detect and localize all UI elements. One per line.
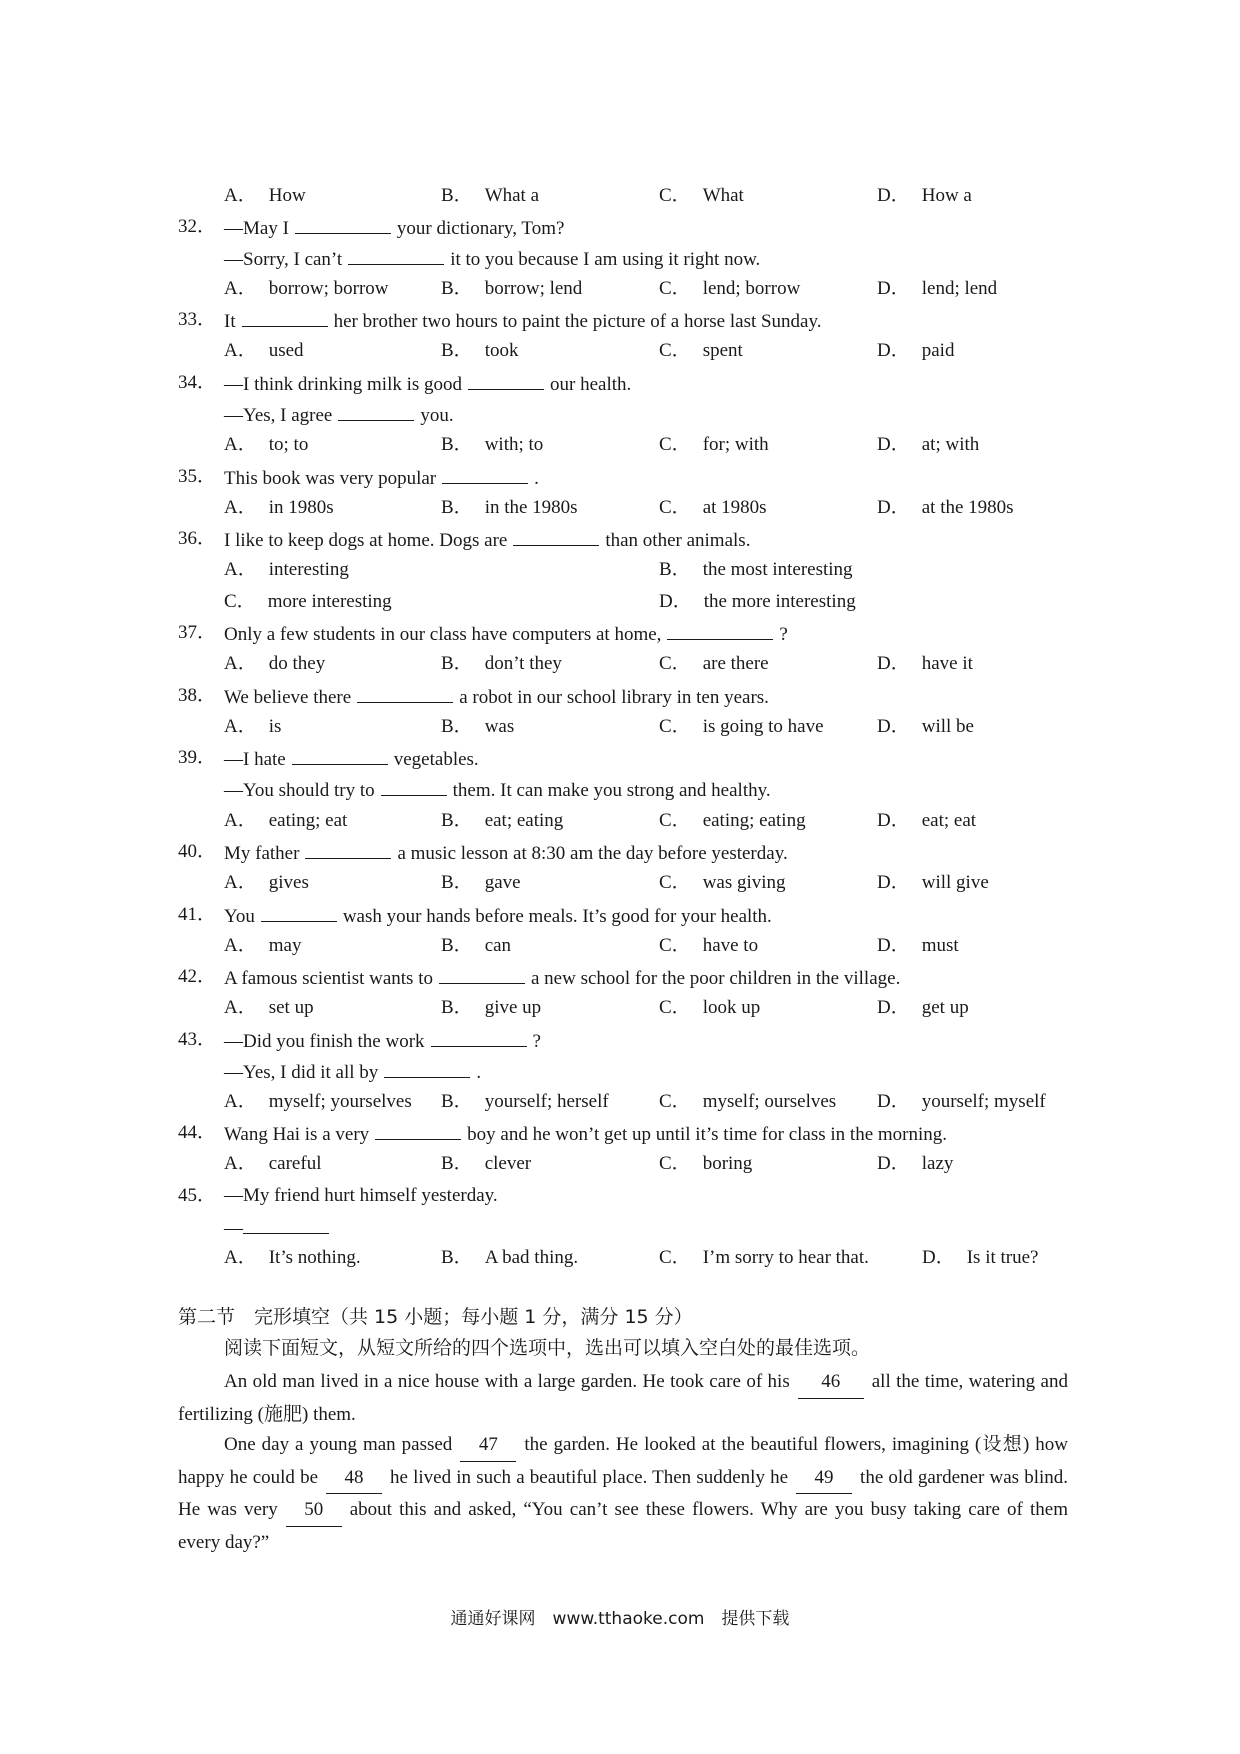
option-a: A． is	[224, 716, 282, 737]
question-text: My father a music lesson at 8:30 am the day before yesterday.	[224, 840, 788, 866]
option-b: B． don’t they	[441, 653, 562, 674]
question-text: Wang Hai is a very boy and he won’t get up until it’s time for class in the morning.	[224, 1121, 947, 1147]
question-number: 43．	[178, 1029, 217, 1050]
question-number: 45．	[178, 1185, 217, 1206]
answer-blank	[242, 308, 328, 327]
answer-blank	[305, 840, 391, 859]
answer-blank	[338, 402, 414, 421]
option-b: B． can	[441, 935, 512, 956]
option-c: C． look up	[659, 997, 761, 1018]
option-c: C． at 1980s	[659, 497, 767, 518]
option-c: C． I’m sorry to hear that.	[659, 1247, 869, 1268]
option-a: A． careful	[224, 1153, 322, 1174]
option-b: B． the most interesting	[659, 559, 853, 580]
question-text: —My friend hurt himself yesterday.	[224, 1185, 498, 1206]
option-b: B． borrow; lend	[441, 278, 583, 299]
question-text: —May I your dictionary, Tom?	[224, 215, 564, 241]
option-a: A． borrow; borrow	[224, 278, 389, 299]
passage-paragraph-1: An old man lived in a nice house with a large garden. He took care of his 46 all the time, watering and fertilizing (施肥) them.	[178, 1366, 1068, 1430]
question-text: This book was very popular .	[224, 465, 539, 491]
option-a: A． in 1980s	[224, 497, 334, 518]
section-instruction: 阅读下面短文，从短文所给的四个选项中，选出可以填入空白处的最佳选项。	[224, 1337, 871, 1359]
question-number: 38．	[178, 685, 217, 706]
option-b: B． gave	[441, 872, 521, 893]
question-number: 37．	[178, 622, 217, 643]
question-number: 36．	[178, 528, 217, 549]
option-b: B． A bad thing.	[441, 1247, 579, 1268]
question-number: 39．	[178, 747, 217, 768]
option-c: C． are there	[659, 653, 769, 674]
option-a: A． eating; eat	[224, 810, 348, 831]
question-text: —	[224, 1215, 335, 1241]
cloze-blank-47: 47	[460, 1429, 516, 1462]
option-a: A． do they	[224, 653, 326, 674]
option-a: A． set up	[224, 997, 314, 1018]
cloze-blank-46: 46	[798, 1366, 864, 1399]
question-text: —Sorry, I can’t it to you because I am using it right now.	[224, 246, 760, 272]
option-c: C． was giving	[659, 872, 786, 893]
answer-blank	[442, 465, 528, 484]
question-text: Only a few students in our class have computers at home, ?	[224, 621, 788, 647]
option-d: D． must	[877, 935, 959, 956]
answer-blank	[243, 1215, 329, 1234]
question-text: A famous scientist wants to a new school for the poor children in the village.	[224, 965, 900, 991]
answer-blank	[295, 215, 391, 234]
answer-blank	[439, 965, 525, 984]
question-text: —You should try to them. It can make you strong and healthy.	[224, 777, 771, 803]
cloze-blank-49: 49	[796, 1462, 852, 1495]
option-d: D． will give	[877, 872, 989, 893]
question-text: —Yes, I did it all by .	[224, 1059, 481, 1085]
option-d: D． paid	[877, 340, 955, 361]
question-text: You wash your hands before meals. It’s good for your health.	[224, 903, 772, 929]
option-b: B． with; to	[441, 434, 544, 455]
question-number: 41．	[178, 904, 217, 925]
question-text: —Yes, I agree you.	[224, 402, 454, 428]
option-d: D． get up	[877, 997, 969, 1018]
option-d: D． will be	[877, 716, 974, 737]
option-d: D． have it	[877, 653, 973, 674]
option-c: C． lend; borrow	[659, 278, 801, 299]
question-number: 32．	[178, 216, 217, 237]
option-a: A． may	[224, 935, 302, 956]
option-a: A． gives	[224, 872, 309, 893]
answer-blank	[292, 746, 388, 765]
question-text: I like to keep dogs at home. Dogs are than other animals.	[224, 527, 750, 553]
option-b: B． in the 1980s	[441, 497, 578, 518]
option-c: C． is going to have	[659, 716, 824, 737]
option-a: A． interesting	[224, 559, 349, 580]
prev-option-b: B． What a	[441, 185, 540, 206]
question-number: 42．	[178, 966, 217, 987]
answer-blank	[667, 621, 773, 640]
question-number: 34．	[178, 372, 217, 393]
option-d: D． lazy	[877, 1153, 954, 1174]
option-d: D． yourself; myself	[877, 1091, 1046, 1112]
cloze-blank-48: 48	[326, 1462, 382, 1495]
question-text: —Did you finish the work ?	[224, 1028, 541, 1054]
question-number: 33．	[178, 309, 217, 330]
question-number: 40．	[178, 841, 217, 862]
section-title: 第二节 完形填空（共 15 小题；每小题 1 分，满分 15 分）	[178, 1306, 693, 1328]
question-text: —I hate vegetables.	[224, 746, 479, 772]
option-b: B． clever	[441, 1153, 532, 1174]
cloze-blank-50: 50	[286, 1494, 342, 1527]
footer-source: 通通好课网 www.tthaoke.com 提供下载	[450, 1609, 790, 1629]
option-c: C． myself; ourselves	[659, 1091, 837, 1112]
answer-blank	[468, 371, 544, 390]
option-b: B． was	[441, 716, 515, 737]
answer-blank	[381, 777, 447, 796]
option-a: A． to; to	[224, 434, 309, 455]
answer-blank	[431, 1028, 527, 1047]
option-c: C． for; with	[659, 434, 769, 455]
option-a: A． myself; yourselves	[224, 1091, 412, 1112]
question-text: We believe there a robot in our school library in ten years.	[224, 684, 769, 710]
question-number: 44．	[178, 1122, 217, 1143]
answer-blank	[261, 903, 337, 922]
question-text: It her brother two hours to paint the picture of a horse last Sunday.	[224, 308, 822, 334]
prev-option-a: A． How	[224, 185, 306, 206]
option-c: C． spent	[659, 340, 743, 361]
answer-blank	[384, 1059, 470, 1078]
prev-option-c: C． What	[659, 185, 744, 206]
option-a: A． It’s nothing.	[224, 1247, 361, 1268]
option-b: B． eat; eating	[441, 810, 564, 831]
question-text: —I think drinking milk is good our health.	[224, 371, 631, 397]
option-d: D． eat; eat	[877, 810, 977, 831]
option-c: C． more interesting	[224, 591, 392, 612]
option-c: C． boring	[659, 1153, 753, 1174]
option-c: C． have to	[659, 935, 759, 956]
option-b: B． took	[441, 340, 519, 361]
option-a: A． used	[224, 340, 304, 361]
answer-blank	[375, 1121, 461, 1140]
option-b: B． yourself; herself	[441, 1091, 609, 1112]
prev-option-d: D． How a	[877, 185, 972, 206]
passage-paragraph-2: One day a young man passed 47 the garden. He looked at the beautiful flowers, imagining (设想) how happy he could be 48 he lived in such a beautiful place. Then suddenly he 49 the old gardener was blind. He was very 50 about this and asked, “You can’t see these flowers. Why are you busy taking care of them every day?”	[178, 1429, 1068, 1558]
question-number: 35．	[178, 466, 217, 487]
option-d: D． Is it true?	[922, 1247, 1039, 1268]
answer-blank	[357, 684, 453, 703]
option-d: D． lend; lend	[877, 278, 998, 299]
option-d: D． at; with	[877, 434, 980, 455]
option-b: B． give up	[441, 997, 542, 1018]
option-d: D． the more interesting	[659, 591, 856, 612]
option-d: D． at the 1980s	[877, 497, 1014, 518]
option-c: C． eating; eating	[659, 810, 806, 831]
answer-blank	[348, 246, 444, 265]
answer-blank	[513, 527, 599, 546]
